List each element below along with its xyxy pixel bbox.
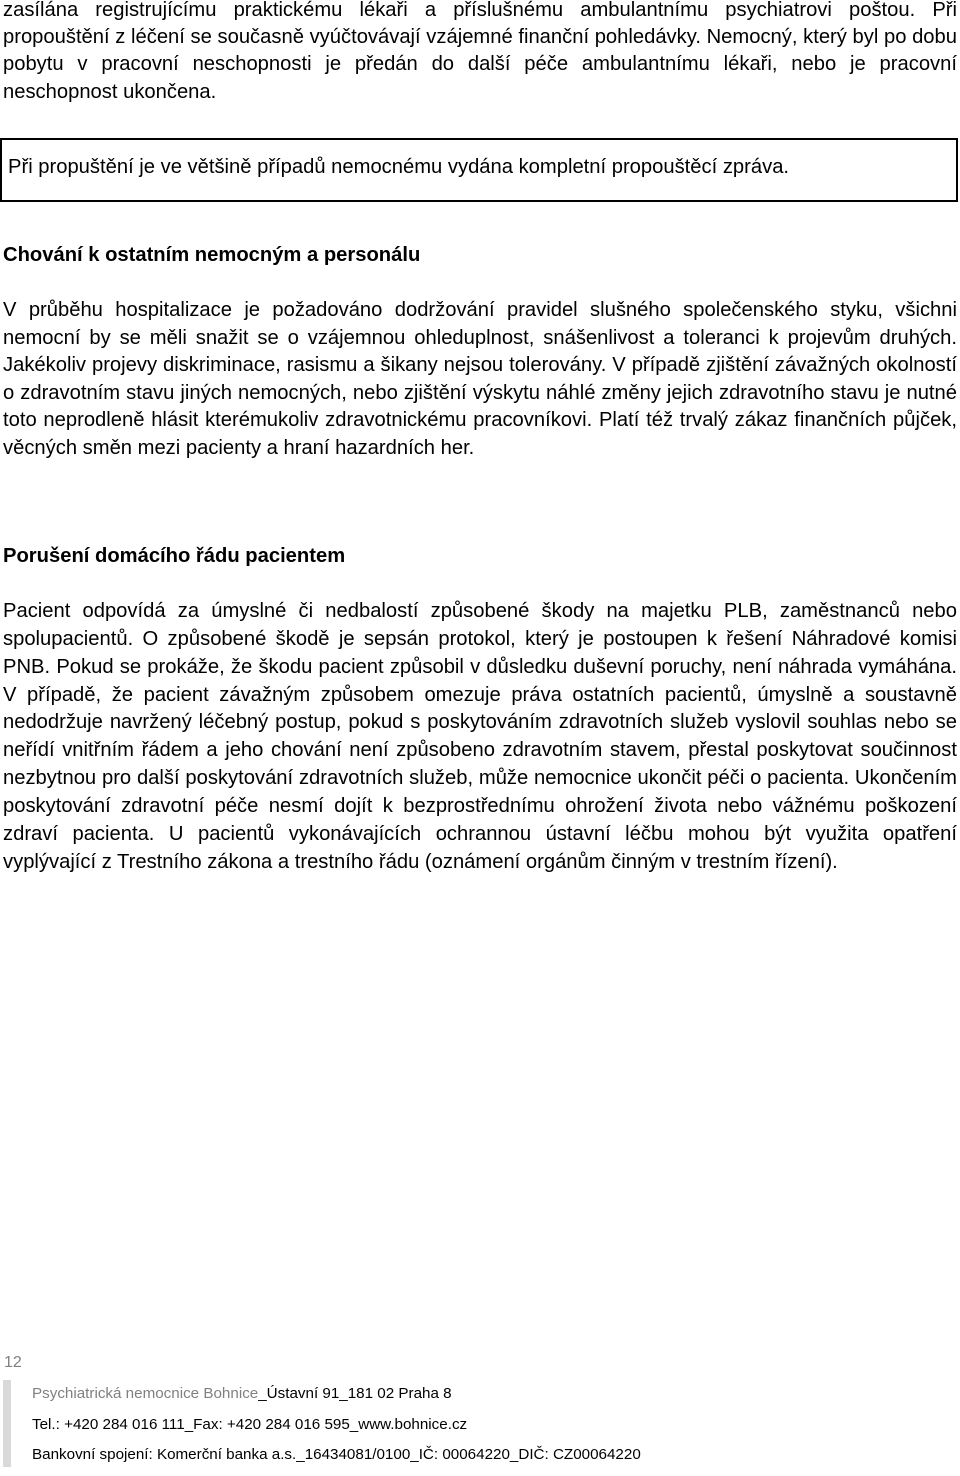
discharge-note-text: Při propuštění je ve většině případů nemocnému vydána kompletní propouštěcí zpráva. [8,156,790,178]
discharge-note-box [0,138,958,202]
intro-paragraph: zasílána registrujícímu praktickému lékaři a příslušnému ambulantnímu psychiatrovi poštou. Při propouštění z léčení se současně vyúčtovávají vzájemné finanční pohledávky. Nemocný, který byl po dobu pobytu v pracovní neschopnosti je předán do další péče ambulantnímu lékaři, nebo je pracovní neschopnost ukončena. [3,0,957,103]
footer-org-name: Psychiatrická nemocnice Bohnice [32,1385,259,1402]
section-body-behaviour: V průběhu hospitalizace je požadováno dodržování pravidel slušného společenského styku, všichni nemocní by se měli snažit se o vzájemnou ohleduplnost, snášenlivost a toleranci k projevům druhých. Jakékoliv projevy diskriminace, rasismu a šikany nejsou tolerovány. V případě zjištění závažných okolností o zdravotním stavu jiných nemocných, nebo zjištění výskytu náhlé změny jejich zdravotního stavu je nutné toto neprodleně hlásit kterémukoliv zdravotnickému pracovníkovi. Platí též trvalý zákaz finančních půjček, věcných směn mezi pacienty a hraní hazardních her. [3,299,957,459]
page-footer [32,1384,932,1476]
footer-contact: Tel.: +420 284 016 111_Fax: +420 284 016 595_www.bohnice.cz [32,1415,468,1433]
section-heading-behaviour: Chování k ostatním nemocným a personálu [3,244,421,266]
section-heading-violation: Porušení domácího řádu pacientem [3,545,346,567]
footer-address-line [32,1384,932,1404]
footer-address: _Ústavní 91_181 02 Praha 8 [258,1385,452,1402]
section-body-violation: Pacient odpovídá za úmyslné či nedbalostí způsobené škody na majetku PLB, zaměstnanců nebo spolupacientů. O způsobené škodě je sepsán protokol, který je postoupen k řešení Náhradové komisi PNB. Pokud se prokáže, že škodu pacient způsobil v důsledku duševní poruchy, není náhrada vymáhána. V případě, že pacient závažným způsobem omezuje práva ostatních pacientů, úmyslně a soustavně nedodržuje navržený léčebný postup, pokud s poskytováním zdravotních služeb vyslovil souhlas nebo se neřídí vnitřním řádem a jeho chování není způsobeno zdravotním stavem, přestal poskytovat součinnost nezbytnou pro další poskytování zdravotních služeb, může nemocnice ukončit péči o pacienta. Ukončením poskytování zdravotní péče nesmí dojít k bezprostřednímu ohrožení života nebo vážnému poškození zdraví pacienta. U pacientů vykonávajících ochrannou ústavní léčbu mohou být využita opatření vyplývající z Trestního zákona a trestního řádu (oznámení orgánům činným v trestním řízení). [3,600,957,873]
page-number: 12 [4,1354,22,1371]
footer-accent-bar [3,1380,11,1467]
footer-bank: Bankovní spojení: Komerční banka a.s._16434081/0100_IČ: 00064220_DIČ: CZ00064220 [32,1446,641,1463]
